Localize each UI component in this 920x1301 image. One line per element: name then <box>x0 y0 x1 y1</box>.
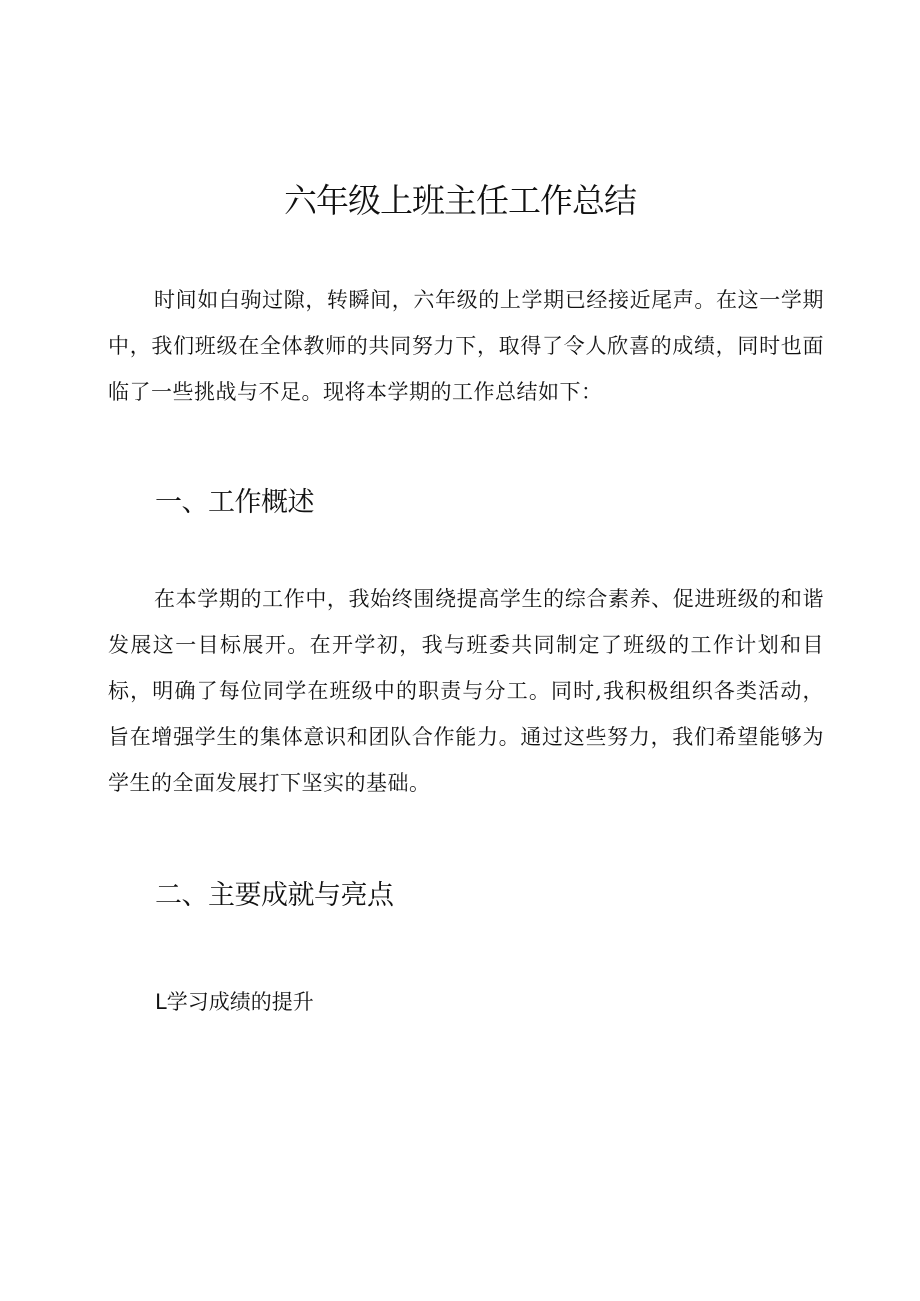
overview-paragraph: 在本学期的工作中，我始终围绕提高学生的综合素养、促进班级的和谐发展这一目标展开。在开学初，我与班委共同制定了班级的工作计划和目标，明确了每位同学在班级中的职责与分工。同时,我积极组织各类活动，旨在增强学生的集体意识和团队合作能力。通过这些努力，我们希望能够为学生的全面发展打下坚实的基础。 <box>108 587 824 795</box>
subheading-academic-improvement: L学习成绩的提升 <box>155 990 314 1014</box>
section-heading-achievements: 二、主要成就与亮点 <box>155 880 394 911</box>
intro-paragraph: 时间如白驹过隙，转瞬间，六年级的上学期已经接近尾声。在这一学期中，我们班级在全体教师的共同努力下，取得了令人欣喜的成绩，同时也面临了一些挑战与不足。现将本学期的工作总结如下： <box>108 288 824 404</box>
document-title: 六年级上班主任工作总结 <box>284 181 636 220</box>
section-heading-overview: 一、工作概述 <box>155 487 314 518</box>
